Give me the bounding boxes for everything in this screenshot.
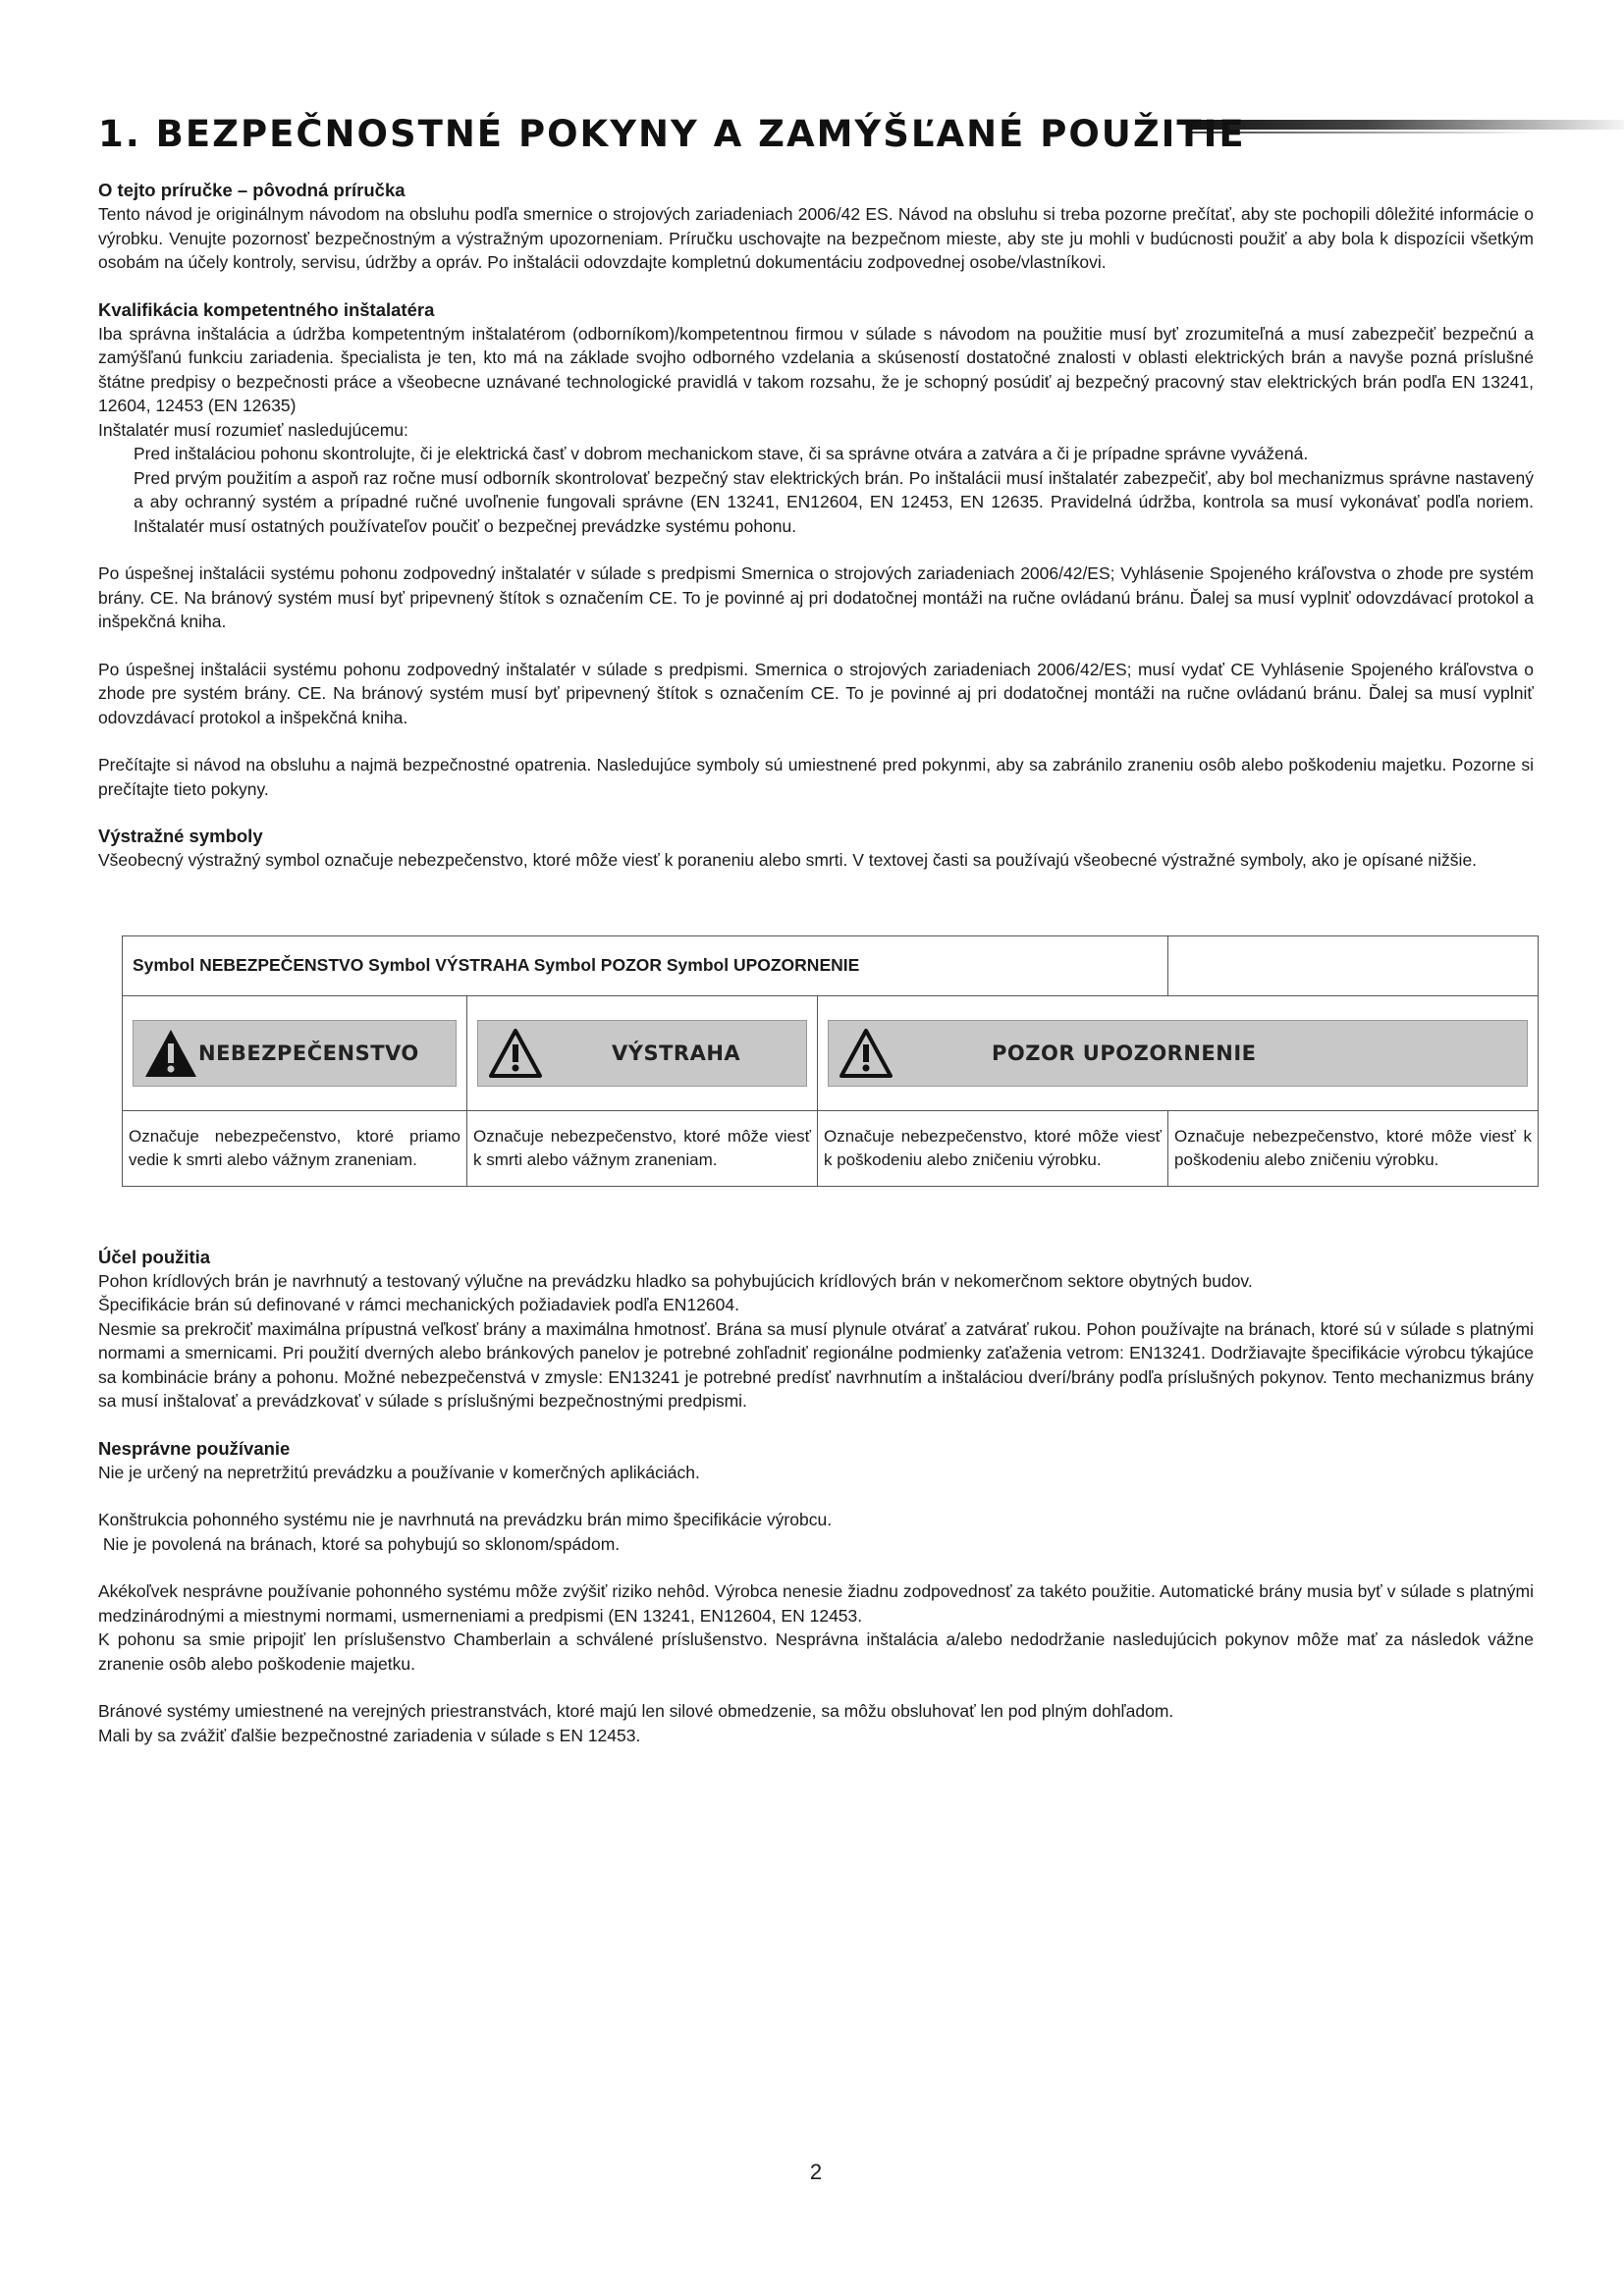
description-caution: Označuje nebezpečenstvo, ktoré môže viesť k poškodeniu alebo zničeniu výrobku. [818, 1110, 1168, 1186]
section-heading: Nesprávne používanie [98, 1437, 291, 1459]
section-symbols [98, 825, 1534, 873]
caution-symbol [828, 1020, 1528, 1087]
main-content [98, 179, 1534, 1747]
warning-symbol [477, 1020, 807, 1087]
table-header-empty [1168, 935, 1539, 995]
section-heading: O tejto príručke – pôvodná príručka [98, 180, 406, 200]
title-block [98, 110, 1534, 159]
danger-warning-icon [143, 1028, 198, 1079]
caution-triangle-icon [839, 1028, 893, 1079]
paragraph: Bránové systémy umiestnené na verejných priestranstvách, ktoré majú len silové obmedzenie, sa môžu obsluhovať len pod plným dohľadom. [98, 1701, 1174, 1721]
paragraph: K pohonu sa smie pripojiť len príslušenstvo Chamberlain a schválené príslušenstvo. Nesprávna inštalácia a/alebo nedodržanie nasledujúcich pokynov môže mať za následok vážne zranenie osôb alebo poškodenie majetku. [98, 1629, 1534, 1674]
paragraph: Mali by sa zvážiť ďalšie bezpečnostné zariadenia v súlade s EN 12453. [98, 1725, 641, 1745]
section-misuse [98, 1437, 1534, 1748]
paragraph: Všeobecný výstražný symbol označuje nebezpečenstvo, ktoré môže viesť k poraneniu alebo smrti. V textovej časti sa používajú všeobecné výstražné symboly, ako je opísané nižšie. [98, 850, 1478, 870]
symbol-cell-danger [123, 995, 467, 1110]
symbol-cell-warning [467, 995, 818, 1110]
page-title: 1. BEZPEČNOSTNÉ POKYNY A ZAMÝŠĽANÉ POUŽITIE [98, 113, 1246, 155]
warning-label: VÝSTRAHA [612, 1041, 741, 1065]
paragraph: Po úspešnej inštalácii systému pohonu zodpovedný inštalatér v súlade s predpismi Smernica o strojových zariadeniach 2006/42/ES; Vyhlásenie Spojeného kráľovstva o zhode pre systém brány. CE. Na bránový systém musí byť pripevnený štítok s označením CE. To je povinné aj pri dodatočnej montáži na ručne ovládanú bránu. Ďalej sa musí vyplniť odovzdávací protokol a inšpekčná kniha. [98, 563, 1534, 631]
danger-symbol [133, 1020, 457, 1087]
list-item: Pred prvým použitím a aspoň raz ročne musí odborník skontrolovať bezpečný stav elektrických brán. Po inštalácii musí inštalatér zabezpečiť, aby bol mechanizmus správne nastavený a aby ochranný systém a prípadné ručné uvoľnenie fungovali správne (EN 13241, EN12604, EN 12453, EN 12635. Pravidelná údržba, kontrola sa musí vykonávať podľa noriem. Inštalatér musí ostatných používateľov poučiť o bezpečnej prevádzke systému pohonu. [134, 467, 1534, 536]
paragraph: Tento návod je originálnym návodom na obsluhu podľa smernice o strojových zariadeniach 2006/42 ES. Návod na obsluhu si treba pozorne prečítať, aby ste pochopili dôležité informácie o výrobku. Venujte pozornosť bezpečnostným a výstražným upozorneniam. Príručku uschovajte na bezpečnom mieste, aby ste ju mohli v budúcnosti použiť a aby bola k dispozícii všetkým osobám na účely kontroly, servisu, údržby a opráv. Po inštalácii odovzdajte kompletnú dokumentáciu zodpovednej osobe/vlastníkovi. [98, 204, 1534, 272]
section-qualification [98, 298, 1534, 802]
paragraph-intro: Inštalatér musí rozumieť nasledujúcemu: [98, 419, 408, 440]
paragraph: Prečítajte si návod na obsluhu a najmä bezpečnostné opatrenia. Nasledujúce symboly sú umiestnené pred pokynmi, aby sa zabránilo zraneniu osôb alebo poškodeniu majetku. Pozorne si prečítajte tieto pokyny. [98, 755, 1534, 799]
paragraph: Iba správna inštalácia a údržba kompetentným inštalatérom (odborníkom)/kompetentnou firmou v súlade s návodom na použitie musí byť zrozumiteľná a musí zabezpečiť bezpečnú a zamýšľanú funkciu zariadenia. špecialista je ten, kto má na základe svojho odborného vzdelania a skúseností dostatočné znalosti v oblasti elektrických brán a navyše pozná príslušné štátne predpisy o bezpečnosti práce a všeobecne uznávané technologické pravidlá v takom rozsahu, že je schopný posúdiť aj bezpečný pracovný stav elektrických brán podľa EN 13241, 12604, 12453 (EN 12635) [98, 323, 1534, 415]
caution-label: POZOR UPOZORNENIE [992, 1041, 1257, 1065]
description-warning: Označuje nebezpečenstvo, ktoré môže viesť k smrti alebo vážnym zraneniam. [467, 1110, 818, 1186]
paragraph: Nesmie sa prekročiť maximálna prípustná veľkosť brány a maximálna hmotnosť. Brána sa musí plynule otvárať a zatvárať rukou. Pohon používajte na bránach, ktoré sú v súlade s platnými normami a smernicami. Pri použití dverných alebo bránkových panelov je potrebné zohľadniť regionálne podmienky zaťaženia vetrom: EN13241. Dodržiavajte špecifikácie výrobcu týkajúce sa kombinácie brány a pohonu. Možné nebezpečenstvá v zmysle: EN13241 je potrebné predísť navrhnutím a inštaláciou dverí/brány podľa príslušných pokynov. Tento mechanizmus brány sa musí inštalovať a prevádzkovať v súlade s príslušnými bezpečnostnými predpismi. [98, 1318, 1534, 1411]
list-item: Pred inštaláciou pohonu skontrolujte, či je elektrická časť v dobrom mechanickom stave, či sa správne otvára a zatvára a či je prípadne správne vyvážená. [134, 444, 1309, 463]
paragraph: Po úspešnej inštalácii systému pohonu zodpovedný inštalatér v súlade s predpismi. Smernica o strojových zariadeniach 2006/42/ES; musí vydať CE Vyhlásenie Spojeného kráľovstva o zhode pre systém brány. CE. Na bránový systém musí byť pripevnený štítok s označením CE. To je povinné aj pri dodatočnej montáži na ručne ovládanú bránu. Ďalej sa musí vyplniť odovzdávací protokol a inšpekčná kniha. [98, 659, 1534, 727]
page-number: 2 [809, 2160, 823, 2184]
title-decor-bar [1186, 120, 1624, 130]
section-heading: Účel použitia [98, 1246, 211, 1267]
paragraph: Akékoľvek nesprávne používanie pohonného systému môže zvýšiť riziko nehôd. Výrobca nenesie žiadnu zodpovednosť za takéto použitie. Automatické brány musia byť v súlade s platnými medzinárodnými a miestnymi normami, usmerneniami a predpismi (EN 13241, EN12604, EN 12453. [98, 1581, 1534, 1626]
symbol-cell-caution [818, 995, 1539, 1110]
warning-symbols-table [122, 935, 1539, 1187]
description-notice: Označuje nebezpečenstvo, ktoré môže viesť k poškodeniu alebo zničeniu výrobku. [1168, 1110, 1539, 1186]
page [98, 0, 1534, 2296]
section-purpose [98, 1246, 1534, 1414]
description-danger: Označuje nebezpečenstvo, ktoré priamo vedie k smrti alebo vážnym zraneniam. [123, 1110, 467, 1186]
paragraph: Konštrukcia pohonného systému nie je navrhnutá na prevádzku brán mimo špecifikácie výrobcu. [98, 1510, 833, 1529]
danger-label: NEBEZPEČENSTVO [198, 1041, 419, 1065]
paragraph: Nie je povolená na bránach, ktoré sa pohybujú so sklonom/spádom. [98, 1533, 621, 1554]
paragraph: Pohon krídlových brán je navrhnutý a testovaný výlučne na prevádzku hladko sa pohybujúcich krídlových brán v nekomerčnom sektore obytných budov. [98, 1270, 1253, 1291]
section-heading: Výstražné symboly [98, 826, 263, 846]
warning-triangle-icon [488, 1028, 543, 1079]
paragraph: Nie je určený na nepretržitú prevádzku a používanie v komerčných aplikáciách. [98, 1462, 700, 1482]
section-about [98, 179, 1534, 275]
paragraph: Špecifikácie brán sú definované v rámci mechanických požiadaviek podľa EN12604. [98, 1295, 739, 1314]
section-heading: Kvalifikácia kompetentného inštalatéra [98, 298, 435, 320]
table-header: Symbol NEBEZPEČENSTVO Symbol VÝSTRAHA Symbol POZOR Symbol UPOZORNENIE [123, 935, 1168, 995]
